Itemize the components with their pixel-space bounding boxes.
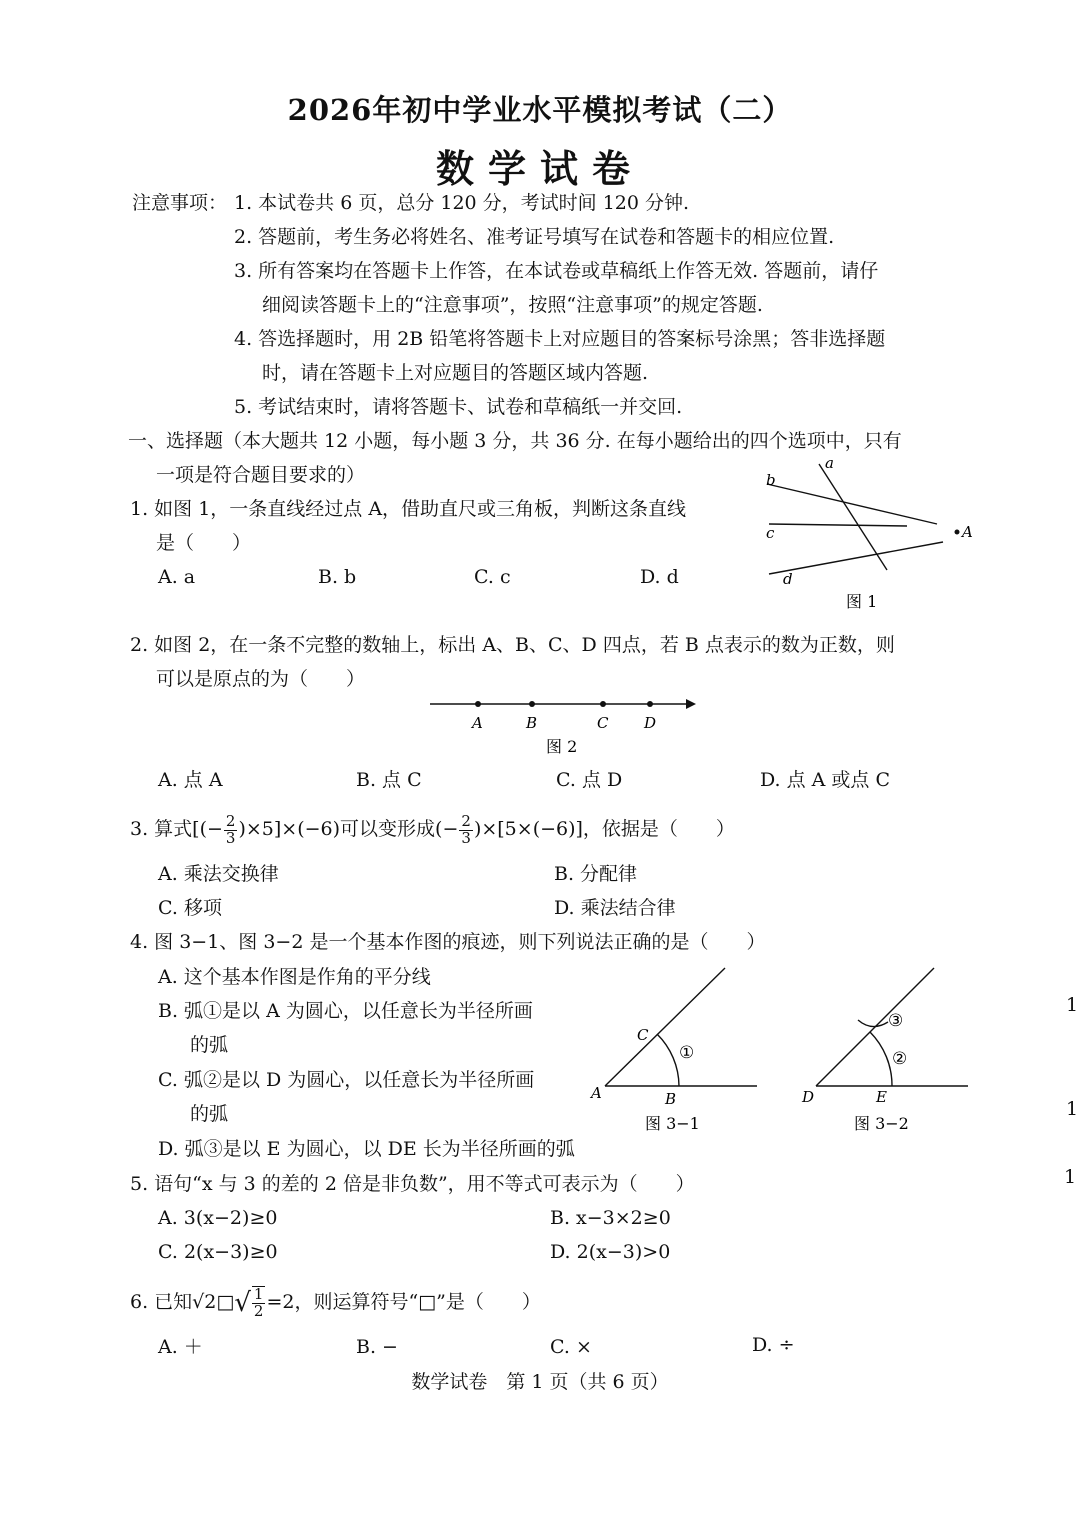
- figure-3-2-caption: 图 3−2: [854, 1114, 909, 1133]
- label-d: D: [802, 1088, 815, 1106]
- q6-stem-part2: =2，则运算符号“□”是（ ）: [266, 1291, 541, 1313]
- page-footer: 数学试卷 第 1 页（共 6 页）: [411, 1371, 669, 1393]
- q3-fraction-2-den: 3: [461, 828, 471, 847]
- figure-1: [755, 452, 985, 617]
- q5-option-b: B. x−3×2≥0: [550, 1207, 671, 1229]
- q3-stem: [130, 810, 735, 848]
- label-a: a: [825, 454, 834, 472]
- label-b: b: [766, 471, 776, 489]
- q3-stem-part3: )×[5×(−6)]，依据是（ ）: [473, 818, 735, 840]
- q6-sqrt-fraction: [252, 1286, 266, 1320]
- q2-option-a: A. 点 A: [158, 769, 223, 791]
- q1-stem-cont: 是（ ）: [156, 532, 252, 554]
- q3-fraction-1: [224, 811, 238, 847]
- q6-option-d: D. ÷: [752, 1334, 795, 1356]
- q3-fraction-2: [459, 811, 473, 847]
- q4-option-c-cont: 的弧: [190, 1103, 229, 1125]
- q3-fraction-1-den: 3: [225, 828, 236, 847]
- q2-option-c: C. 点 D: [556, 769, 623, 791]
- figure-3-1: [585, 962, 765, 1137]
- line-b: [767, 484, 937, 524]
- q4-option-b-cont: 的弧: [190, 1034, 229, 1056]
- arc-1: [657, 1034, 679, 1086]
- label-d: d: [783, 570, 793, 588]
- q3-stem-part2: )×5]×(−6)可以变形成(−: [238, 818, 459, 840]
- figure-2-number-line: [420, 690, 710, 760]
- point-a-label: A: [472, 714, 483, 732]
- point-c-label: C: [597, 714, 609, 732]
- margin-number: 1: [1064, 1166, 1077, 1188]
- line-c: [769, 524, 907, 526]
- point-d: [647, 701, 653, 707]
- figure-3-1-caption: 图 3−1: [645, 1114, 700, 1133]
- q2-stem: 2. 如图 2，在一条不完整的数轴上，标出 A、B、C、D 四点，若 B 点表示的数为正数，则: [130, 634, 895, 656]
- margin-number: 1: [1066, 1098, 1079, 1120]
- label-e: E: [876, 1088, 887, 1106]
- point-d-label: D: [644, 714, 657, 732]
- figure-3-2: [798, 962, 978, 1137]
- section1-heading: 一、选择题（本大题共 12 小题，每小题 3 分，共 36 分. 在每小题给出的四个选项中，只有: [128, 430, 902, 452]
- q6-stem: [130, 1282, 541, 1322]
- notice-item-1: 1. 本试卷共 6 页，总分 120 分，考试时间 120 分钟.: [234, 192, 690, 214]
- notice-item-2: 2. 答题前，考生务必将姓名、准考证号填写在试卷和答题卡的相应位置.: [234, 226, 835, 248]
- q4-stem: 4. 图 3−1、图 3−2 是一个基本作图的痕迹，则下列说法正确的是（ ）: [130, 931, 766, 953]
- q3-stem-part1: 3. 算式[(−: [130, 818, 223, 840]
- q5-option-a: A. 3(x−2)≥0: [158, 1207, 278, 1229]
- q1-option-a: A. a: [158, 566, 196, 588]
- figure-1-caption: 图 1: [846, 592, 878, 611]
- q6-option-b: B. −: [356, 1336, 398, 1358]
- q1-option-c: C. c: [474, 566, 511, 588]
- q3-option-a: A. 乘法交换律: [158, 863, 279, 885]
- q4-option-a: A. 这个基本作图是作角的平分线: [158, 966, 431, 988]
- q5-option-d: D. 2(x−3)>0: [550, 1241, 671, 1263]
- q3-fraction-2-num: 2: [461, 811, 471, 830]
- q1-option-b: B. b: [318, 566, 357, 588]
- q6-sqrt-den: 2: [253, 1302, 264, 1320]
- margin-number: 1: [1066, 994, 1079, 1016]
- arc-3: [858, 1020, 888, 1027]
- point-b-label: B: [526, 714, 538, 732]
- arc-2: [870, 1032, 892, 1086]
- q5-stem: 5. 语句“x 与 3 的差的 2 倍是非负数”，用不等式可表示为（ ）: [130, 1173, 695, 1195]
- section1-heading-cont: 一项是符合题目要求的）: [156, 464, 366, 486]
- q6-option-c: C. ×: [550, 1336, 592, 1358]
- q6-stem-part1: 6. 已知√2□: [130, 1291, 235, 1313]
- q4-option-b: B. 弧①是以 A 为圆心，以任意长为半径所画: [158, 1000, 533, 1022]
- q6-option-a: A. ＋: [158, 1336, 203, 1358]
- label-c: c: [766, 524, 775, 542]
- q5-option-c: C. 2(x−3)≥0: [158, 1241, 278, 1263]
- notice-item-3: 3. 所有答案均在答题卡上作答，在本试卷或草稿纸上作答无效. 答题前，请仔: [234, 260, 879, 282]
- label-point-a: A: [962, 523, 973, 541]
- q4-option-d: D. 弧③是以 E 为圆心，以 DE 长为半径所画的弧: [158, 1138, 575, 1160]
- notice-item-3-cont: 细阅读答题卡上的“注意事项”，按照“注意事项”的规定答题.: [262, 294, 763, 316]
- label-c: C: [637, 1026, 649, 1044]
- q3-option-d: D. 乘法结合律: [554, 897, 676, 919]
- notice-item-5: 5. 考试结束时，请将答题卡、试卷和草稿纸一并交回.: [234, 396, 683, 418]
- label-arc-1: ①: [679, 1043, 695, 1063]
- q2-option-d: D. 点 A 或点 C: [760, 769, 891, 791]
- notice-label: 注意事项：: [132, 192, 228, 214]
- exam-title: 2026年初中学业水平模拟考试（二）: [287, 93, 793, 127]
- point-b: [529, 701, 535, 707]
- q1-option-d: D. d: [640, 566, 679, 588]
- figure-2-caption: 图 2: [546, 737, 578, 756]
- point-a-dot: [955, 530, 960, 535]
- line-d: [769, 542, 943, 574]
- q4-option-c: C. 弧②是以 D 为圆心，以任意长为半径所画: [158, 1069, 535, 1091]
- q6-sqrt-num: 1: [253, 1285, 264, 1304]
- exam-subtitle: 数学试卷: [435, 146, 644, 191]
- point-c: [600, 701, 606, 707]
- q1-stem: 1. 如图 1，一条直线经过点 A，借助直尺或三角板，判断这条直线: [130, 498, 687, 520]
- ray-ac: [605, 968, 725, 1086]
- q2-stem-cont: 可以是原点的为（ ）: [156, 668, 366, 690]
- q2-option-b: B. 点 C: [356, 769, 422, 791]
- notice-item-4: 4. 答选择题时，用 2B 铅笔将答题卡上对应题目的答案标号涂黑；答非选择题: [234, 328, 886, 350]
- q3-fraction-1-num: 2: [225, 811, 236, 830]
- number-line-arrow: [686, 699, 696, 709]
- q3-option-c: C. 移项: [158, 897, 222, 919]
- q3-option-b: B. 分配律: [554, 863, 638, 885]
- label-arc-2: ②: [892, 1049, 908, 1069]
- point-a: [475, 701, 481, 707]
- label-b: B: [665, 1090, 677, 1108]
- label-arc-3: ③: [888, 1011, 904, 1031]
- notice-item-4-cont: 时，请在答题卡上对应题目的答题区域内答题.: [262, 362, 649, 384]
- label-a: A: [591, 1084, 602, 1102]
- sqrt-icon: √: [234, 1288, 251, 1318]
